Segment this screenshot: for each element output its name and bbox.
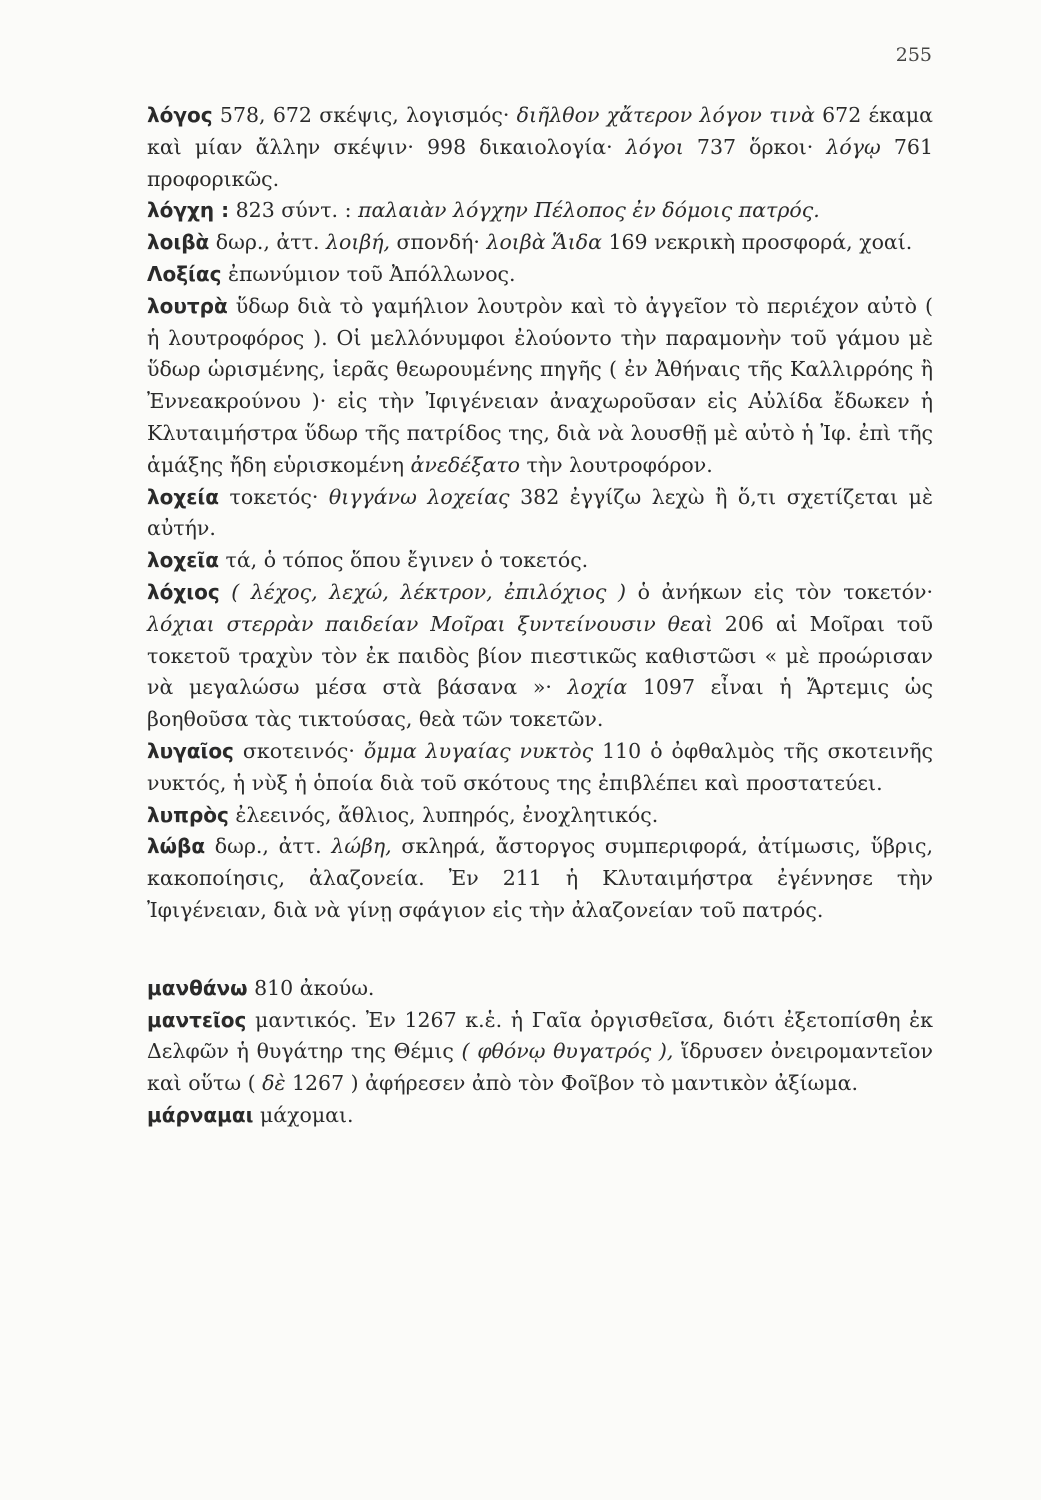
- quoted-text: λοιβὰ Ἅιδα: [486, 230, 602, 255]
- definition-text: 110 ὁ ὀφθαλμὸς τῆς σκοτεινῆς νυκτός, ἡ νὺξ ἡ ὁποία διὰ τοῦ σκότους της ἐπιβλέπει καὶ προστατεύει.: [147, 738, 933, 795]
- definition-text: 382 ἐγγίζω λεχὼ ἢ ὅ,τι σχετίζεται μὲ αὐτήν.: [147, 484, 934, 541]
- quoted-text: λόγῳ: [826, 134, 881, 159]
- glossary-entry: [147, 973, 933, 1005]
- definition-text: ἐλεεινός, ἄθλιος, λυπηρός, ἐνοχλητικός.: [228, 802, 659, 827]
- definition-text: 810 ἀκούω.: [247, 975, 375, 1000]
- quoted-text: λόγοι: [625, 134, 684, 159]
- headword: μαντεῖος: [147, 1007, 247, 1032]
- definition-text: μάχομαι.: [253, 1102, 354, 1127]
- definition-text: ὕδωρ διὰ τὸ γαμήλιον λουτρὸν καὶ τὸ ἀγγεῖον τὸ περιέχον αὐτὸ ( ἡ λουτροφόρος ). Οἱ μελλόνυμφοι ἐλούοντο τὴν παραμονὴν τοῦ γάμου μὲ ὕδωρ ὡρισμένης, ἱερᾶς θεωρουμένης πηγῆς ( ἐν Ἀθήναις τῆς Καλλιρρόης ἢ Ἐννεακρούνου )· εἰς τὴν Ἰφιγένειαν ἀναχωροῦσαν εἰς Αὐλίδα ἔδωκεν ἡ Κλυταιμήστρα ὕδωρ τῆς πατρίδος της, διὰ νὰ λουσθῇ μὲ αὐτὸ ἡ Ἰφ. ἐπὶ τῆς ἁμάξης ἤδη εὑρισκομένη: [147, 293, 933, 477]
- headword: Λοξίας: [147, 261, 222, 286]
- definition-text: σκληρά, ἄστοργος συμπεριφορά, ἀτίμωσις, ὕβρις, κακοποίησις, ἀλαζονεία. Ἐν 211 ἡ Κλυταιμήστρα ἐγέννησε τὴν Ἰφιγένειαν, διὰ νὰ γίνῃ σφάγιον εἰς τὴν ἀλαζονείαν τοῦ πατρός.: [147, 834, 934, 922]
- definition-text: 1267 ) ἀφήρεσεν ἀπὸ τὸν Φοῖβον τὸ μαντικὸν ἀξίωμα.: [285, 1071, 859, 1096]
- headword: λουτρὰ: [147, 293, 228, 318]
- glossary-entry: [147, 227, 933, 259]
- definition-text: 169 νεκρικὴ προσφορά, χοαί.: [601, 230, 913, 255]
- definition-text: τοκετός·: [218, 484, 329, 509]
- quoted-text: διῆλθον χἄτερον λόγον τινὰ: [516, 103, 815, 127]
- definition-text: τὴν λουτροφόρον.: [520, 452, 713, 477]
- quoted-text: παλαιὰν λόγχην Πέλοπος ἐν δόμοις πατρός.: [358, 198, 820, 223]
- glossary-entry: [147, 831, 933, 926]
- quoted-text: ( φθόνῳ θυγατρός ),: [461, 1039, 674, 1064]
- glossary-entry: [147, 259, 933, 291]
- definition-text: 823 σύντ. :: [229, 198, 359, 223]
- definition-text: σκοτεινός·: [233, 738, 364, 763]
- definition-text: μαντικός. Ἐν 1267 κ.ἑ. ἡ Γαῖα ὀργισθεῖσα, διότι ἐξετοπίσθη ἐκ Δελφῶν ἡ θυγάτηρ της Θέμις: [147, 1007, 933, 1064]
- definition-text: 761 προφορικῶς.: [147, 134, 933, 191]
- definition-text: 206 αἱ Μοῖραι τοῦ τοκετοῦ τραχὺν τὸν ἐκ παιδὸς βίον πιεστικῶς καθιστῶσι « μὲ προώρισαν νὰ μεγαλώσω μέσα στὰ βάσανα »·: [147, 611, 933, 700]
- definition-text: τά, ὁ τόπος ὅπου ἔγινεν ὁ τοκετός.: [218, 548, 589, 573]
- headword: λυπρὸς: [147, 802, 229, 827]
- definition-text: 737 ὅρκοι·: [683, 134, 827, 159]
- headword: μανθάνω: [147, 975, 248, 1000]
- definition-text: δωρ., ἀττ.: [205, 834, 332, 859]
- glossary-entry: [147, 545, 933, 577]
- quoted-text: θιγγάνω λοχείας: [328, 484, 510, 509]
- quoted-text: ἀνεδέξατο: [410, 452, 520, 477]
- headword: λόχιος: [147, 579, 220, 604]
- headword: λώβα: [147, 834, 206, 859]
- definition-text: ὁ ἀνήκων εἰς τὸν τοκετόν·: [625, 579, 933, 604]
- quoted-text: ὄμμα λυγαίας νυκτὸς: [363, 738, 594, 763]
- headword: μάρναμαι: [147, 1102, 254, 1127]
- definition-text: ἐπωνύμιον τοῦ Ἀπόλλωνος.: [221, 261, 516, 286]
- glossary-entry: [147, 195, 933, 227]
- definition-text: ἵδρυσεν ὀνειρομαντεῖον καὶ οὕτω (: [147, 1039, 933, 1096]
- headword: λυγαῖος: [147, 738, 234, 763]
- quoted-text: ( λέχος, λεχώ, λέκτρον, ἐπιλόχιος ): [219, 579, 626, 604]
- page-number: 255: [895, 44, 932, 66]
- quoted-text: δὲ: [262, 1071, 286, 1096]
- definition-text: 672 έκαμα καὶ μίαν ἄλλην σκέψιν· 998 δικαιολογία·: [147, 103, 934, 159]
- headword: λοιβὰ: [147, 230, 210, 255]
- definition-text: 1097 εἶναι ἡ Ἄρτεμις ὡς βοηθοῦσα τὰς τικτούσας, θεὰ τῶν τοκετῶν.: [147, 675, 934, 732]
- headword: λόγος: [147, 103, 213, 127]
- glossary-entry: [147, 1005, 933, 1100]
- glossary-entry: [147, 100, 933, 195]
- definition-text: σπονδή·: [390, 230, 487, 255]
- headword: λόγχη :: [147, 198, 230, 223]
- section-gap: [147, 927, 933, 973]
- headword: λοχεῖα: [147, 548, 219, 573]
- glossary-entries: [147, 100, 933, 1132]
- definition-text: 578, 672 σκέψις, λογισμός·: [212, 103, 517, 127]
- glossary-entry: [147, 1100, 933, 1132]
- glossary-entry: [147, 291, 933, 482]
- quoted-text: λόχιαι στερρὰν παιδείαν Μοῖραι ξυντείνουσιν θεαὶ: [147, 611, 713, 636]
- headword: λοχεία: [147, 484, 219, 509]
- quoted-text: λώβη,: [331, 834, 392, 859]
- glossary-entry: [147, 736, 933, 800]
- glossary-entry: [147, 577, 933, 736]
- quoted-text: λοχία: [567, 675, 628, 700]
- quoted-text: λοιβή,: [325, 230, 391, 255]
- definition-text: δωρ., ἀττ.: [209, 230, 326, 255]
- glossary-entry: [147, 482, 933, 546]
- glossary-entry: [147, 800, 933, 832]
